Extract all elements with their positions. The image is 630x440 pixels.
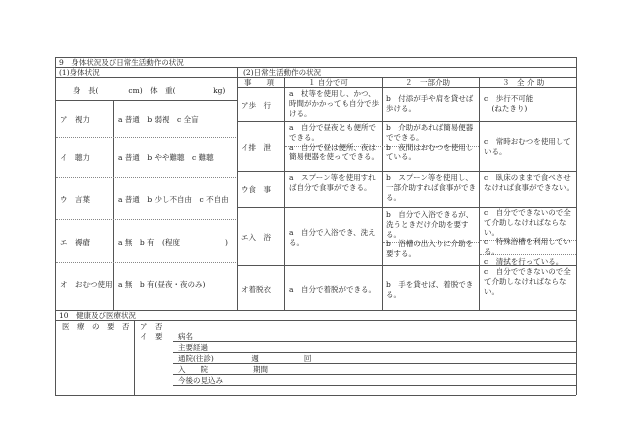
- field-disease-name: 病名: [178, 332, 193, 341]
- adl-item-dressing: オ着脱衣: [241, 285, 271, 294]
- adl-walking-partial: b 付添が手や肩を貸せば歩ける。: [386, 94, 474, 113]
- section9-title: 9 身体状況及び日常生活動作の状況: [59, 58, 184, 67]
- adl-eating-partial: b スプーン等を使用し、一部介助すれば食事ができる。: [386, 173, 476, 202]
- body-row-rule: [56, 219, 236, 220]
- adl-item-walking: ア歩 行: [241, 101, 271, 110]
- adl-eating-self: a スプーン等を使用すれば自分で食事ができる。: [289, 173, 376, 192]
- adl-eating-full: c 臥床のままで食べさせなければ食事ができない。: [484, 173, 574, 192]
- adl-excretion-self: a 自分で昼夜とも便所でできる。 a 自分で昼は便所、夜は簡易便器を使ってできる。: [289, 123, 379, 162]
- adl-item-eating: ウ食 事: [241, 185, 271, 194]
- body-label-hearing: イ 聴力: [60, 153, 90, 162]
- adl-bathing-self: a 自分で入浴でき、洗える。: [289, 228, 376, 247]
- body-options-diaper: a 無 b 有(昼夜・夜のみ): [118, 280, 206, 289]
- field-prospects: 今後の見込み: [178, 376, 223, 385]
- adl-item-bathing: エ入 浴: [241, 233, 271, 242]
- body-label-divider: [113, 100, 114, 310]
- field-hospitalization: 入 院 期間: [178, 365, 268, 374]
- field-line: [173, 385, 576, 386]
- body-row-rule: [56, 262, 236, 263]
- adl-header-full: ３ 全 介 助: [502, 78, 545, 87]
- body-label-speech: ウ 言葉: [60, 195, 90, 204]
- adl-item-excretion: イ排 泄: [241, 143, 271, 152]
- field-line: [173, 341, 576, 342]
- adl-col-divider: [479, 77, 480, 310]
- adl-walking-full: c 歩行不可能 (ねたきり): [484, 94, 534, 113]
- field-outpatient: 通院(往診) 週 回: [178, 354, 312, 363]
- body-label-diaper: オ おむつ使用: [60, 280, 113, 289]
- body-label-bedsore: エ 褥瘡: [60, 238, 90, 247]
- body-options-vision: a 普通 b 弱視 c 全盲: [118, 115, 199, 124]
- adl-dressing-partial: b 手を貸せば、着脱できる。: [386, 280, 474, 299]
- sec10-label-divider: [134, 320, 135, 395]
- adl-dressing-full: c 自分でできないので全て介助しなければならない。: [484, 267, 571, 296]
- adl-col-divider: [382, 77, 383, 310]
- adl-row-line: [237, 171, 576, 172]
- adl-excretion-partial: b 介助があれば簡易便器でできる。 b 夜間はおむつを使用している。: [386, 123, 474, 162]
- body-status-heading: (1)身体状況: [59, 68, 100, 77]
- body-options-hearing: a 普通 b やや難聴 c 難聴: [118, 153, 214, 162]
- body-row-rule: [56, 177, 236, 178]
- frame-right: [576, 57, 577, 395]
- adl-dressing-self: a 自分で着脱ができる。: [289, 285, 376, 294]
- body-row-rule: [56, 137, 236, 138]
- adl-header-partial: ２ 一部介助: [405, 78, 450, 87]
- body-label-vision: ア 視力: [60, 115, 90, 124]
- adl-header-self: １ 自分で可: [308, 78, 348, 87]
- body-options-bedsore: a 無 b 有 (程度 ): [118, 238, 228, 247]
- frame-bottom: [55, 395, 576, 396]
- frame-left: [55, 57, 56, 395]
- height-weight-field: 身 長( cm) 体 重( kg): [73, 86, 226, 95]
- medical-need-label: 医 療 の 要 否: [62, 322, 130, 331]
- adl-heading: (2)日常生活動作の状況: [243, 68, 322, 77]
- body-adl-divider: [237, 67, 238, 310]
- option-no: ア 否: [140, 322, 163, 331]
- adl-walking-self: a 杖等を使用し、かつ、時間がかかっても自分で歩ける。: [289, 89, 379, 118]
- body-head-line: [55, 100, 237, 101]
- adl-bathing-full: c 自分でできないので全て介助しなければならない。 c 特殊浴槽を利用している。 c 清拭を行っている。: [484, 208, 571, 266]
- field-main-course: 主要経過: [178, 343, 208, 352]
- adl-header-item: 事 項: [244, 78, 274, 87]
- adl-excretion-full: c 常時おむつを使用している。: [484, 137, 571, 156]
- adl-col-divider: [284, 77, 285, 310]
- option-yes: イ 要: [140, 332, 163, 341]
- section10-title: 10 健康及び医療状況: [59, 311, 137, 320]
- field-line: [173, 352, 576, 353]
- adl-row-line: [237, 121, 576, 122]
- body-options-speech: a 普通 b 少し不自由 c 不自由: [118, 195, 229, 204]
- adl-bathing-partial: b 自分で入浴できるが、洗うときだけ介助を要する。 b 浴槽の出入りに介助を要する。: [386, 210, 474, 258]
